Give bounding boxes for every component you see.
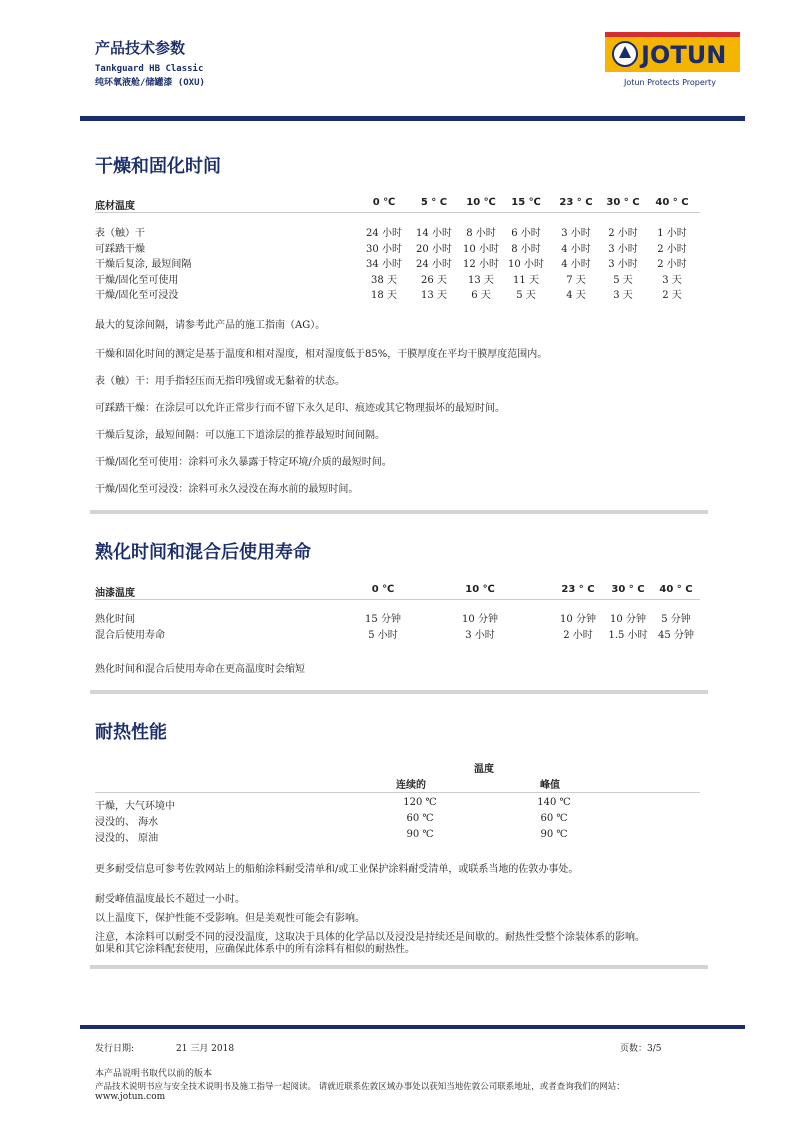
drying-cell: 7 天 <box>566 274 586 286</box>
drying-cell: 10 小时 <box>508 259 544 270</box>
page-number: 页数：3/5 <box>620 1044 662 1054</box>
drying-note: 表（触）干：用手指轻压而无指印残留或无黏着的状态。 <box>95 376 345 387</box>
drying-note: 可踩踏干燥：在涂层可以允许正常步行而不留下永久足印、痕迹或其它物理损坏的最短时间。 <box>95 403 505 414</box>
drying-cell: 3 小时 <box>608 259 638 270</box>
drying-cell: 6 天 <box>471 290 491 301</box>
drying-cell: 24 小时 <box>416 259 452 270</box>
drying-cell: 1 小时 <box>657 228 687 239</box>
section-title-induction: 熟化时间和混合后使用寿命 <box>95 542 311 563</box>
heat-note: 如果和其它涂料配套使用，应确保此体系中的所有涂料有相似的耐热性。 <box>95 944 415 955</box>
drying-cell: 30 小时 <box>366 243 402 255</box>
tagline: Jotun Protects Property <box>624 78 716 87</box>
heat-col-continuous: 连续的 <box>396 780 426 791</box>
induction-row-label: 熟化时间 <box>95 614 135 625</box>
drying-temp-header: 23 ° C <box>559 197 593 208</box>
heat-group-header: 温度 <box>474 764 494 775</box>
section-separator <box>90 690 708 694</box>
drying-row-label: 表（触）干 <box>95 228 145 239</box>
induction-cell: 45 分钟 <box>658 630 694 641</box>
induction-col-header: 油漆温度 <box>95 588 135 599</box>
induction-cell: 3 小时 <box>465 630 495 641</box>
drying-header-rule <box>95 212 700 213</box>
induction-temp-header: 0 ℃ <box>371 584 395 595</box>
drying-note: 干燥后复涂，最短间隔：可以施工下道涂层的推荐最短时间间隔。 <box>95 430 385 441</box>
drying-cell: 12 小时 <box>463 259 499 270</box>
induction-temp-header: 10 ℃ <box>465 584 495 595</box>
induction-cell: 10 分钟 <box>462 614 498 625</box>
heat-note: 以上温度下，保护性能不受影响。但是美观性可能会有影响。 <box>95 913 365 924</box>
footer-line-1: 本产品说明书取代以前的版本 <box>95 1069 213 1079</box>
drying-cell: 3 天 <box>613 290 633 301</box>
heat-row-label: 浸没的、 原油 <box>95 833 159 844</box>
heat-note: 耐受峰值温度最长不超过一小时。 <box>95 894 245 905</box>
drying-cell: 2 小时 <box>657 243 687 255</box>
product-name: Tankguard HB Classic <box>95 64 204 74</box>
drying-cell: 5 天 <box>613 274 633 286</box>
induction-cell: 10 分钟 <box>560 614 596 625</box>
heat-note: 注意，本涂料可以耐受不同的浸没温度，这取决于具体的化学品以及浸没是持续还是间歇的。耐热性受整个涂装体系的影响。 <box>95 932 645 943</box>
drying-temp-header: 15 ℃ <box>511 197 541 208</box>
drying-col-header: 底材温度 <box>95 201 135 212</box>
heat-header-rule <box>95 792 700 793</box>
drying-cell: 3 天 <box>662 274 682 286</box>
issue-label: 发行日期: <box>95 1044 135 1054</box>
drying-cell: 38 天 <box>371 274 397 286</box>
section-title-heat: 耐热性能 <box>95 722 167 743</box>
induction-row-label: 混合后使用寿命 <box>95 630 165 641</box>
drying-temp-header: 40 ° C <box>655 197 689 208</box>
section-title-drying: 干燥和固化时间 <box>95 156 221 177</box>
drying-cell: 2 天 <box>662 290 682 301</box>
drying-note: 干燥和固化时间的测定是基于温度和相对湿度，相对湿度低于85%，干膜厚度在平均干膜厚度范围内。 <box>95 349 548 360</box>
drying-note: 最大的复涂间隔，请参考此产品的施工指南（AG）。 <box>95 320 326 331</box>
document-title: 产品技术参数 <box>95 39 186 57</box>
induction-cell: 5 小时 <box>368 630 398 641</box>
drying-cell: 20 小时 <box>416 243 452 255</box>
heat-note: 更多耐受信息可参考佐敦网站上的船舶涂料耐受清单和/或工业保护涂料耐受清单，或联系当地的佐敦办事处。 <box>95 864 579 875</box>
induction-temp-header: 30 ° C <box>611 584 645 595</box>
drying-note: 干燥/固化至可浸没：涂料可永久浸没在海水前的最短时间。 <box>95 484 359 495</box>
drying-cell: 2 小时 <box>608 228 638 239</box>
heat-col-peak: 峰值 <box>540 780 560 791</box>
induction-cell: 2 小时 <box>563 630 593 641</box>
induction-temp-header: 23 ° C <box>561 584 595 595</box>
induction-cell: 5 分钟 <box>661 614 691 625</box>
drying-temp-header: 0 ℃ <box>372 197 396 208</box>
drying-row-label: 干燥/固化至可使用 <box>95 274 179 286</box>
drying-temp-header: 5 ° C <box>420 197 448 208</box>
drying-cell: 5 天 <box>516 290 536 301</box>
product-description: 纯环氧液舱/储罐漆 (OXU) <box>95 78 205 88</box>
drying-row-label: 干燥/固化至可浸没 <box>95 290 179 301</box>
induction-cell: 15 分钟 <box>365 614 401 625</box>
issue-date: 21 三月 2018 <box>176 1044 235 1054</box>
drying-cell: 13 天 <box>421 290 447 301</box>
section-separator <box>90 965 708 969</box>
heat-row-label: 浸没的、 海水 <box>95 817 159 828</box>
website-link[interactable]: www.jotun.com <box>95 1092 166 1102</box>
heat-cell-peak: 140 ℃ <box>537 797 571 808</box>
drying-cell: 2 小时 <box>657 259 687 270</box>
footer-divider <box>80 1025 745 1029</box>
induction-temp-header: 40 ° C <box>659 584 693 595</box>
jotun-logo <box>605 32 740 72</box>
drying-cell: 4 天 <box>566 290 586 301</box>
induction-cell: 1.5 小时 <box>608 630 648 641</box>
drying-cell: 13 天 <box>468 274 494 286</box>
drying-row-label: 干燥后复涂, 最短间隔 <box>95 259 192 270</box>
heat-cell-continuous: 120 ℃ <box>403 797 437 808</box>
induction-cell: 10 分钟 <box>610 614 646 625</box>
drying-cell: 18 天 <box>371 290 397 301</box>
induction-header-rule <box>95 599 700 600</box>
drying-cell: 6 小时 <box>511 228 541 239</box>
drying-cell: 14 小时 <box>416 228 452 239</box>
heat-row-label: 干燥，大气环境中 <box>95 801 175 812</box>
drying-cell: 4 小时 <box>561 243 591 255</box>
svg-text:JOTUN: JOTUN <box>641 41 727 69</box>
section-separator <box>90 510 708 514</box>
heat-cell-peak: 90 ℃ <box>540 829 568 840</box>
heat-cell-continuous: 60 ℃ <box>406 813 434 824</box>
drying-note: 干燥/固化至可使用：涂料可永久暴露于特定环境/介质的最短时间。 <box>95 457 392 468</box>
drying-cell: 8 小时 <box>511 243 541 255</box>
footer-line-2: 产品技术说明书应与安全技术说明书及施工指导一起阅读。 请就近联系佐敦区域办事处以获知当地佐敦公司联系地址，或者查询我们的网站： <box>95 1082 625 1092</box>
heat-cell-peak: 60 ℃ <box>540 813 568 824</box>
header-divider <box>80 116 745 121</box>
drying-temp-header: 30 ° C <box>606 197 640 208</box>
heat-cell-continuous: 90 ℃ <box>406 829 434 840</box>
drying-cell: 8 小时 <box>466 228 496 239</box>
drying-cell: 10 小时 <box>463 243 499 255</box>
drying-cell: 3 小时 <box>608 243 638 255</box>
drying-cell: 4 小时 <box>561 259 591 270</box>
drying-cell: 24 小时 <box>366 228 402 239</box>
drying-cell: 26 天 <box>421 274 447 286</box>
drying-temp-header: 10 ℃ <box>466 197 496 208</box>
induction-note: 熟化时间和混合后使用寿命在更高温度时会缩短 <box>95 664 305 675</box>
drying-cell: 34 小时 <box>366 259 402 270</box>
drying-row-label: 可踩踏干燥 <box>95 243 145 255</box>
drying-cell: 11 天 <box>513 274 539 286</box>
drying-cell: 3 小时 <box>561 228 591 239</box>
